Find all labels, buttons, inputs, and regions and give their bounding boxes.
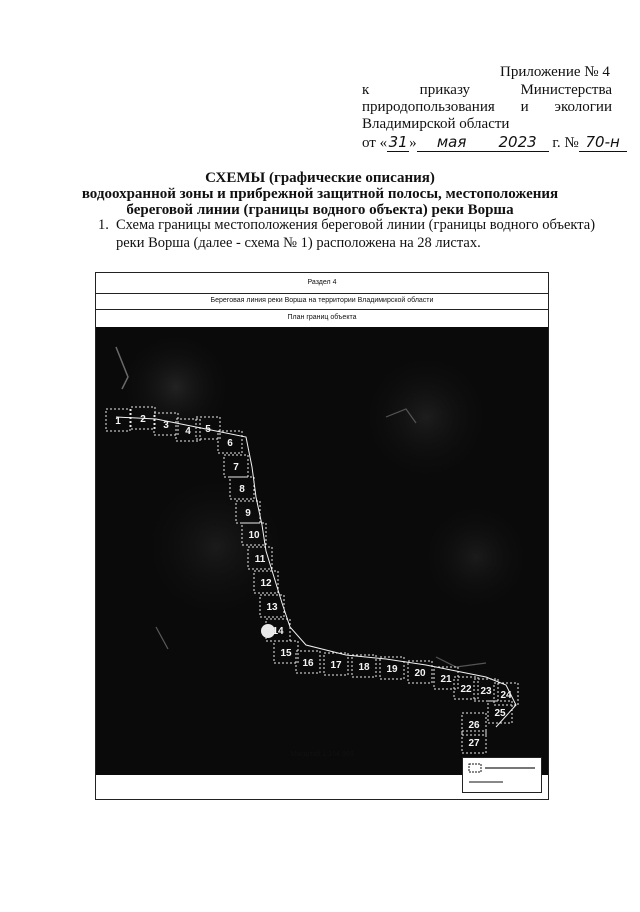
sheet-label-17: 17: [330, 660, 342, 671]
section-label: Раздел 4: [96, 273, 548, 294]
sheet-label-8: 8: [239, 484, 245, 495]
order-number-label: г. №: [552, 135, 579, 151]
scheme-caption: Береговая линия реки Ворша на территории Владимирской области: [96, 293, 548, 310]
to-word: к: [362, 82, 370, 98]
sheet-label-12: 12: [260, 578, 272, 589]
sheet-label-16: 16: [302, 658, 314, 669]
scale-label: Масштаб 1:164 990: [290, 751, 354, 758]
date-year: 2023: [487, 133, 549, 152]
sheet-label-4: 4: [185, 426, 191, 437]
sheet-label-1: 1: [115, 416, 121, 427]
order-word: приказу: [419, 82, 471, 98]
sheet-label-23: 23: [480, 686, 492, 697]
sheet-label-5: 5: [205, 424, 211, 435]
sheet-label-15: 15: [280, 648, 292, 659]
ministry-word: Министерства: [520, 82, 612, 98]
order-number: 70-н: [579, 133, 627, 152]
date-prefix: от «: [362, 135, 388, 151]
doc-subtitle-1: водоохранной зоны и прибрежной защитной полосы, местоположения: [81, 186, 559, 202]
legend-svg: [463, 758, 541, 792]
sheet-label-13: 13: [266, 602, 278, 613]
map-svg: [96, 327, 548, 775]
ministry-line: [362, 99, 612, 116]
legend-box: [462, 757, 542, 793]
item-text: Схема границы местоположения береговой линии (границы водного объекта) реки Ворша (далее - схема № 1) расположена на 28 листах.: [116, 217, 596, 251]
sheet-label-14: 14: [272, 626, 284, 637]
sheet-label-19: 19: [386, 664, 398, 675]
scheme-frame: [95, 272, 549, 800]
sheet-label-21: 21: [440, 674, 452, 685]
sheet-label-22: 22: [460, 684, 472, 695]
sheet-label-7: 7: [233, 462, 239, 473]
sheet-label-10: 10: [248, 530, 260, 541]
order-line: [362, 82, 612, 99]
satellite-map: [96, 327, 548, 775]
ecology-word: экологии: [554, 99, 612, 115]
list-item: [98, 216, 618, 252]
date-month: мая: [417, 133, 487, 152]
sheet-label-3: 3: [163, 420, 169, 431]
sheet-label-6: 6: [227, 438, 233, 449]
resources-word: природопользования: [362, 99, 495, 115]
sheet-label-25: 25: [494, 708, 506, 719]
region-line: Владимирской области: [362, 116, 510, 132]
sheet-label-18: 18: [358, 662, 370, 673]
sheet-label-26: 26: [468, 720, 480, 731]
sheet-label-11: 11: [254, 554, 266, 565]
date-line: [362, 133, 627, 152]
sheet-label-2: 2: [140, 414, 146, 425]
legend-sheet-symbol: [469, 764, 481, 772]
plan-label: План границ объекта: [96, 309, 548, 328]
sheet-label-20: 20: [414, 668, 426, 679]
item-number: 1.: [98, 217, 109, 233]
doc-title: СХЕМЫ (графические описания): [205, 170, 435, 186]
doc-subtitle-2: береговой линии (границы водного объекта) реки Ворша: [126, 202, 514, 218]
sheet-label-24: 24: [500, 690, 512, 701]
date-quote: »: [409, 135, 417, 151]
and-word: и: [520, 99, 529, 115]
sheet-label-27: 27: [468, 738, 480, 749]
sheet-label-9: 9: [245, 508, 251, 519]
appendix-label: Приложение № 4: [500, 64, 610, 80]
date-day: 31: [388, 133, 408, 151]
